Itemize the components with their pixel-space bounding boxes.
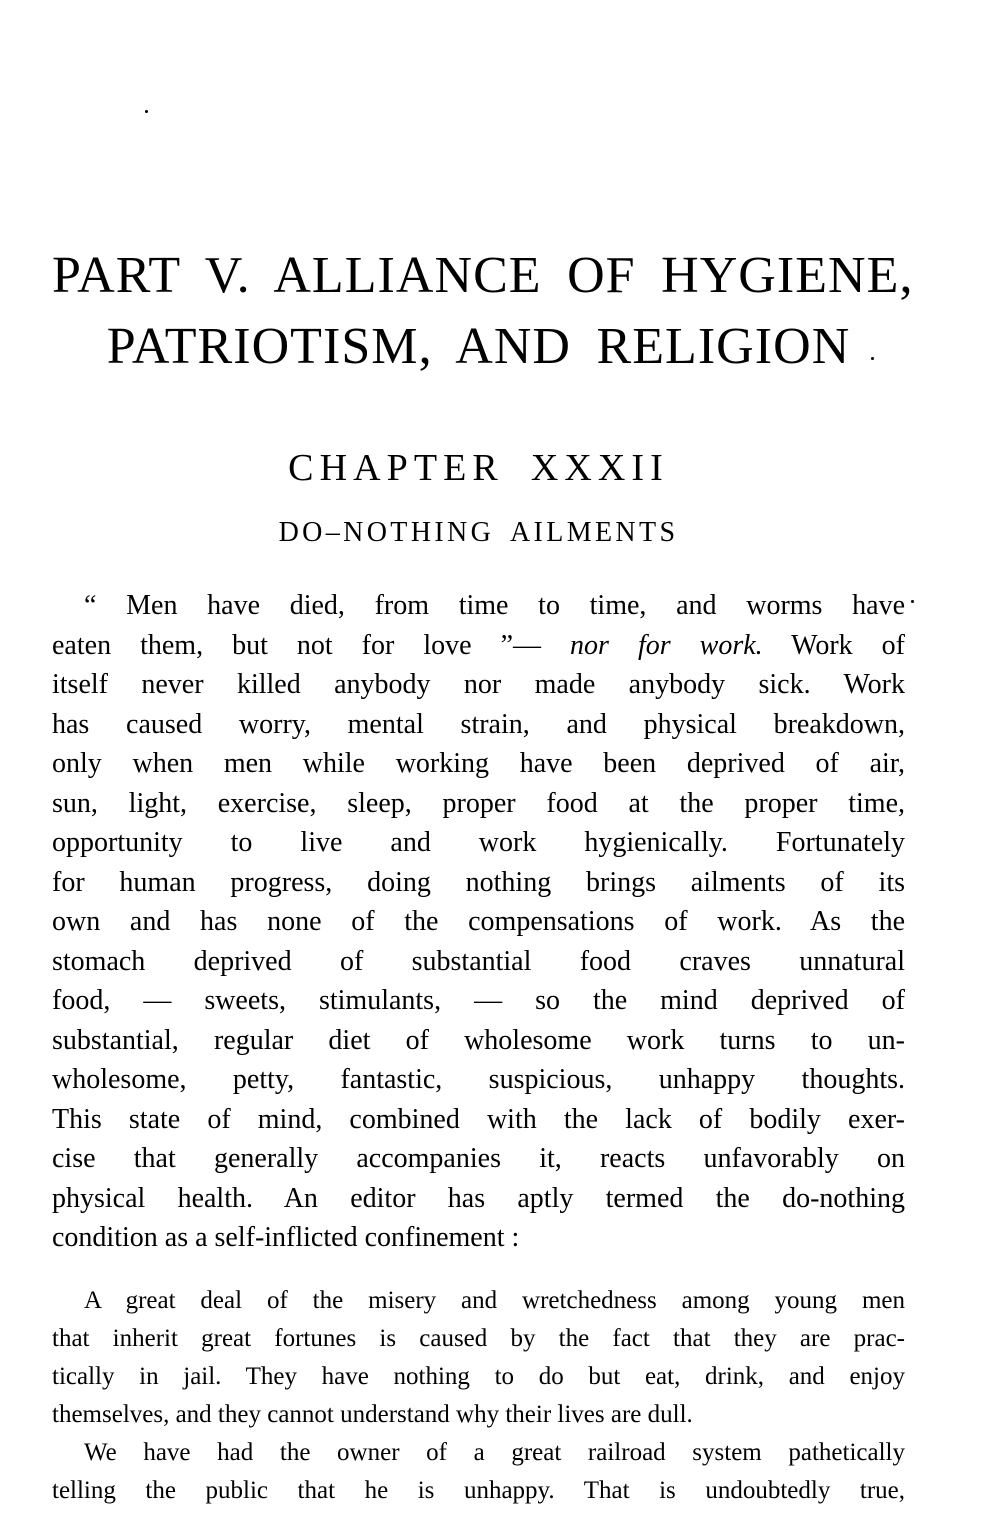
scan-artifact-dot — [911, 600, 914, 603]
text-line: This state of mind, combined with the lack of bodily exer- — [52, 1103, 905, 1135]
text-line: physical health. An editor has aptly termed the do-nothing — [52, 1182, 905, 1214]
text-line: opportunity to live and work hygienically. Fortunately — [52, 827, 905, 858]
text-line: themselves, and they cannot understand why their lives are dull. — [52, 1400, 693, 1428]
section-heading: DO–NOTHING AILMENTS — [278, 517, 679, 548]
text-line: for human progress, doing nothing brings ailments of its — [52, 866, 905, 898]
text-line: sun, light, exercise, sleep, proper food at the proper time, — [52, 787, 905, 819]
text-line: itself never killed anybody nor made anybody sick. Work — [52, 669, 905, 700]
italic-phrase: nor for work. — [570, 629, 763, 661]
block-quote — [52, 1282, 905, 1510]
text-column — [52, 0, 914, 1510]
text-segment: Work of — [762, 629, 906, 661]
text-line: A great deal of the misery and wretchedness among young men — [84, 1286, 905, 1314]
text-line: telling the public that he is unhappy. That is undoubtedly true, — [52, 1476, 905, 1504]
text-line: We have had the owner of a great railroad system pathetically — [84, 1438, 905, 1466]
text-line: “ Men have died, from time to time, and worms have — [84, 590, 905, 621]
text-line: cise that generally accompanies it, reacts unfavorably on — [52, 1143, 905, 1174]
part-title-line-2: PATRIOTISM, AND RELIGION — [106, 318, 851, 375]
text-line: food, — sweets, stimulants, — so the mind deprived of — [52, 985, 905, 1016]
part-title-line-1: PART V. ALLIANCE OF HYGIENE, — [52, 247, 914, 304]
text-line — [52, 626, 905, 666]
text-line: that inherit great fortunes is caused by the fact that they are prac- — [52, 1324, 905, 1352]
text-line: substantial, regular diet of wholesome work turns to un- — [52, 1024, 905, 1056]
text-line: condition as a self-inflicted confinement : — [52, 1222, 520, 1253]
paragraph-1 — [52, 586, 905, 1258]
text-line: stomach deprived of substantial food craves unnatural — [52, 945, 905, 977]
text-line: own and has none of the compensations of work. As the — [52, 906, 905, 937]
text-line: tically in jail. They have nothing to do but eat, drink, and enjoy — [52, 1362, 905, 1390]
text-line: wholesome, petty, fantastic, suspicious, unhappy thoughts. — [52, 1064, 905, 1095]
text-line: has caused worry, mental strain, and physical breakdown, — [52, 708, 905, 740]
part-title — [52, 240, 914, 382]
text-segment: eaten them, but not for love ”— — [52, 629, 571, 661]
chapter-heading: CHAPTER XXXII — [288, 447, 669, 489]
text-line: only when men while working have been deprived of air, — [52, 748, 905, 779]
